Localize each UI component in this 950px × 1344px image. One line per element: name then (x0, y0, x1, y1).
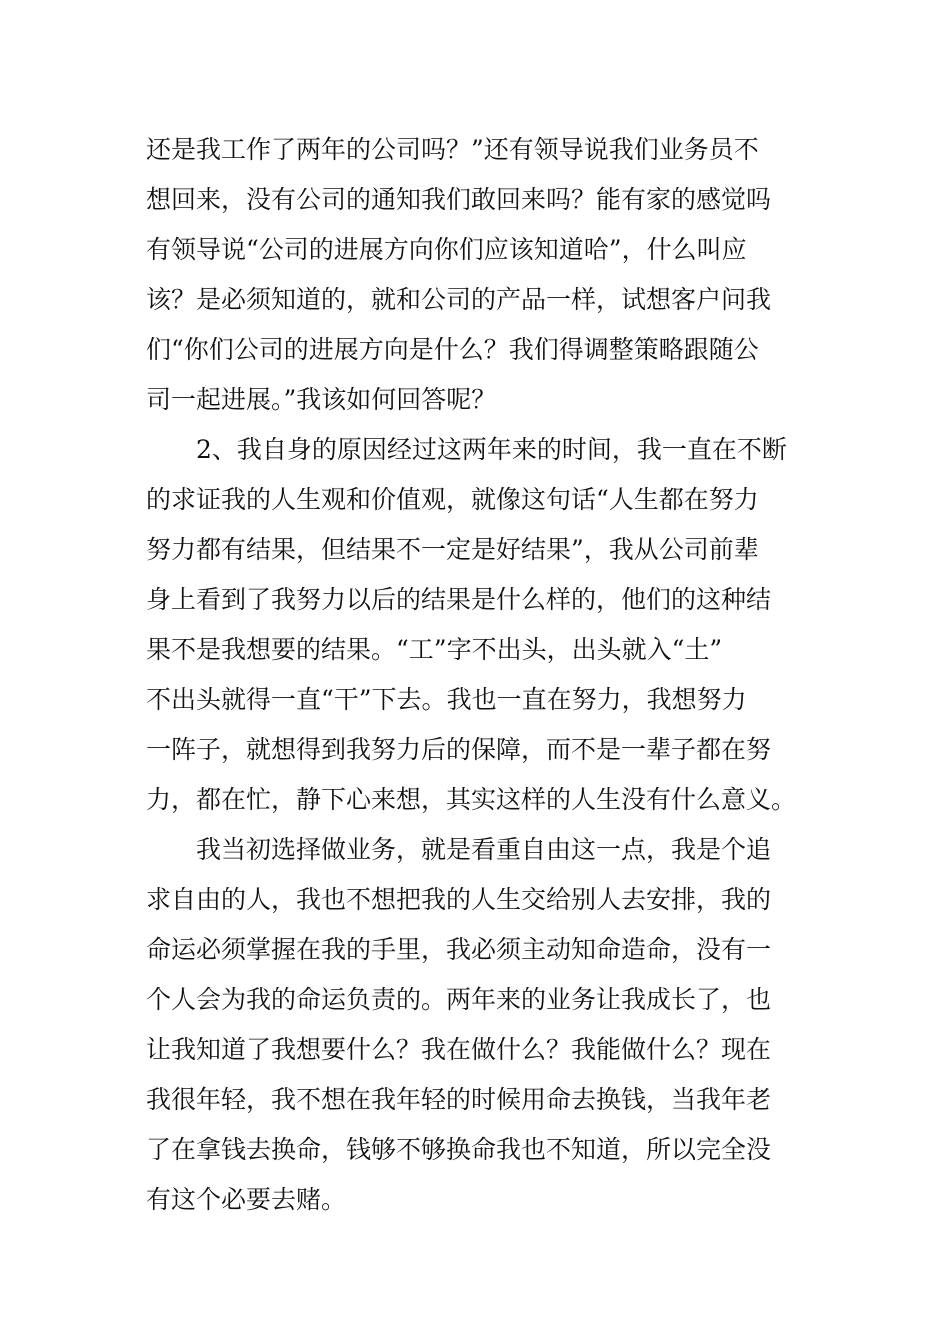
paragraph-start-line: 我当初选择做业务，就是看重自由这一点，我是个追 (196, 835, 772, 864)
text-line: 有领导说“公司的进展方向你们应该知道哈”，什么叫应 (146, 235, 747, 264)
text-line: 想回来，没有公司的通知我们敢回来吗？能有家的感觉吗 (146, 185, 772, 214)
text-line: 不出头就得一直“干”下去。我也一直在努力，我想努力 (146, 685, 747, 714)
text-line: 个人会为我的命运负责的。两年来的业务让我成长了，也 (146, 985, 772, 1014)
text-line: 求自由的人，我也不想把我的人生交给别人去安排，我的 (146, 885, 772, 914)
text-line: 们“你们公司的进展方向是什么？我们得调整策略跟随公 (146, 335, 759, 364)
text-line: 一阵子，就想得到我努力后的保障，而不是一辈子都在努 (146, 735, 772, 764)
text-line: 力，都在忙，静下心来想，其实这样的人生没有什么意义。 (146, 785, 797, 814)
text-line: 的求证我的人生观和价值观，就像这句话“人生都在努力 (146, 485, 759, 514)
text-line: 我很年轻，我不想在我年轻的时候用命去换钱，当我年老 (146, 1085, 772, 1114)
text-line: 让我知道了我想要什么？我在做什么？我能做什么？现在 (146, 1035, 772, 1064)
text-line: 还是我工作了两年的公司吗？”还有领导说我们业务员不 (146, 135, 759, 164)
text-line: 有这个必要去赌。 (146, 1185, 347, 1214)
text-line: 努力都有结果，但结果不一定是好结果”，我从公司前辈 (146, 535, 759, 564)
text-line: 司一起进展。”我该如何回答呢？ (146, 385, 497, 414)
text-line: 了在拿钱去换命，钱够不够换命我也不知道，所以完全没 (146, 1135, 772, 1164)
text-line: 命运必须掌握在我的手里，我必须主动知命造命，没有一 (146, 935, 772, 964)
text-line: 身上看到了我努力以后的结果是什么样的，他们的这种结 (146, 585, 772, 614)
text-line: 该？是必须知道的，就和公司的产品一样，试想客户问我 (146, 285, 772, 314)
paragraph-start-line: 2、我自身的原因经过这两年来的时间，我一直在不断 (196, 435, 787, 464)
text-line: 果不是我想要的结果。“工”字不出头，出头就入“土” (146, 635, 723, 664)
